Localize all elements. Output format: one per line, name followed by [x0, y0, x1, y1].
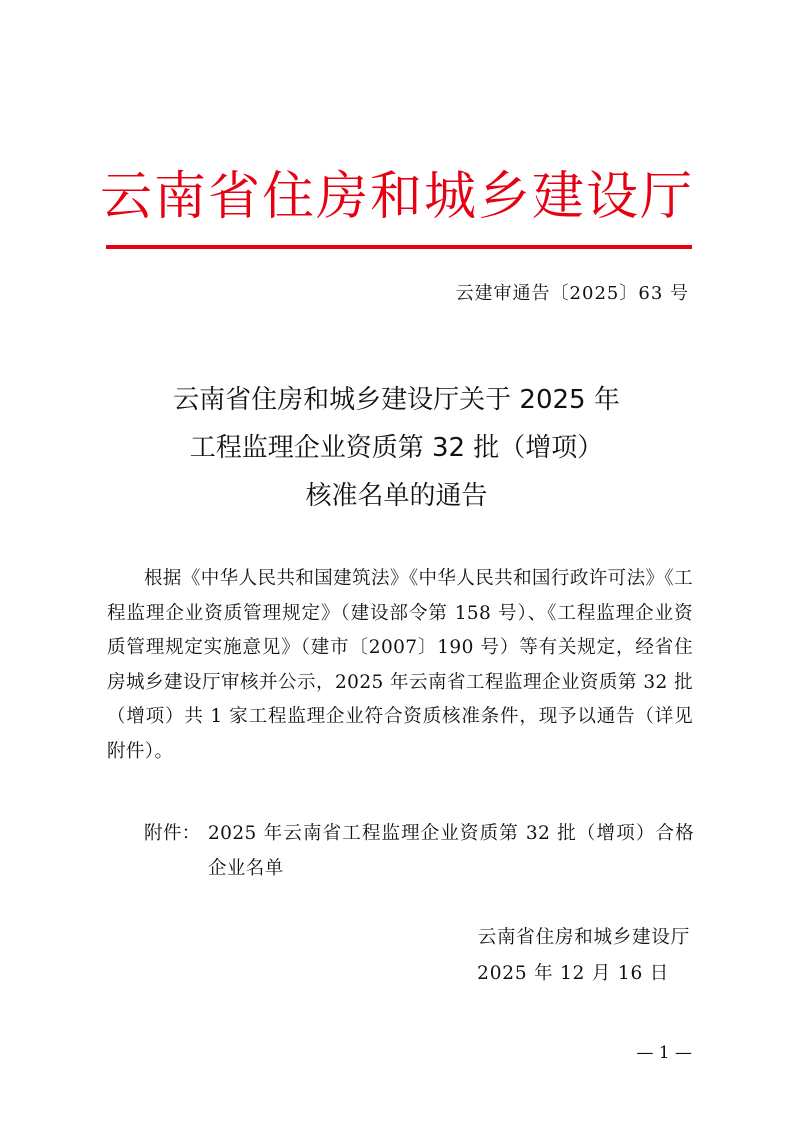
- issuing-organization-header: 云南省住房和城乡建设厅: [100, 167, 695, 227]
- signature-organization: 云南省住房和城乡建设厅: [477, 927, 690, 948]
- title-line-3: 核准名单的通告: [305, 481, 488, 511]
- document-number: 云建审通告〔2025〕63 号: [455, 283, 689, 304]
- document-title: [90, 376, 703, 520]
- body-paragraph: 根据《中华人民共和国建筑法》《中华人民共和国行政许可法》《工程监理企业资质管理规定》（建设部令第 158 号）、《工程监理企业资质管理规定实施意见》（建市〔2007〕190 号）等有关规定，经省住房城乡建设厅审核并公示，2025 年云南省工程监理企业资质第 32 批（增项）共 1 家工程监理企业符合资质核准条件，现予以通告（详见附件）。: [107, 568, 693, 762]
- title-line-2: 工程监理企业资质第 32 批（增项）: [189, 433, 604, 463]
- signature-date: 2025 年 12 月 16 日: [477, 963, 669, 984]
- attachment-label: 附件：: [144, 823, 201, 844]
- page-number: — 1 —: [636, 1043, 692, 1063]
- red-header-rule: [106, 245, 692, 249]
- attachment-title: 2025 年云南省工程监理企业资质第 32 批（增项）合格企业名单: [208, 823, 694, 879]
- attachment-note: [144, 817, 694, 886]
- title-line-1: 云南省住房和城乡建设厅关于 2025 年: [173, 385, 620, 415]
